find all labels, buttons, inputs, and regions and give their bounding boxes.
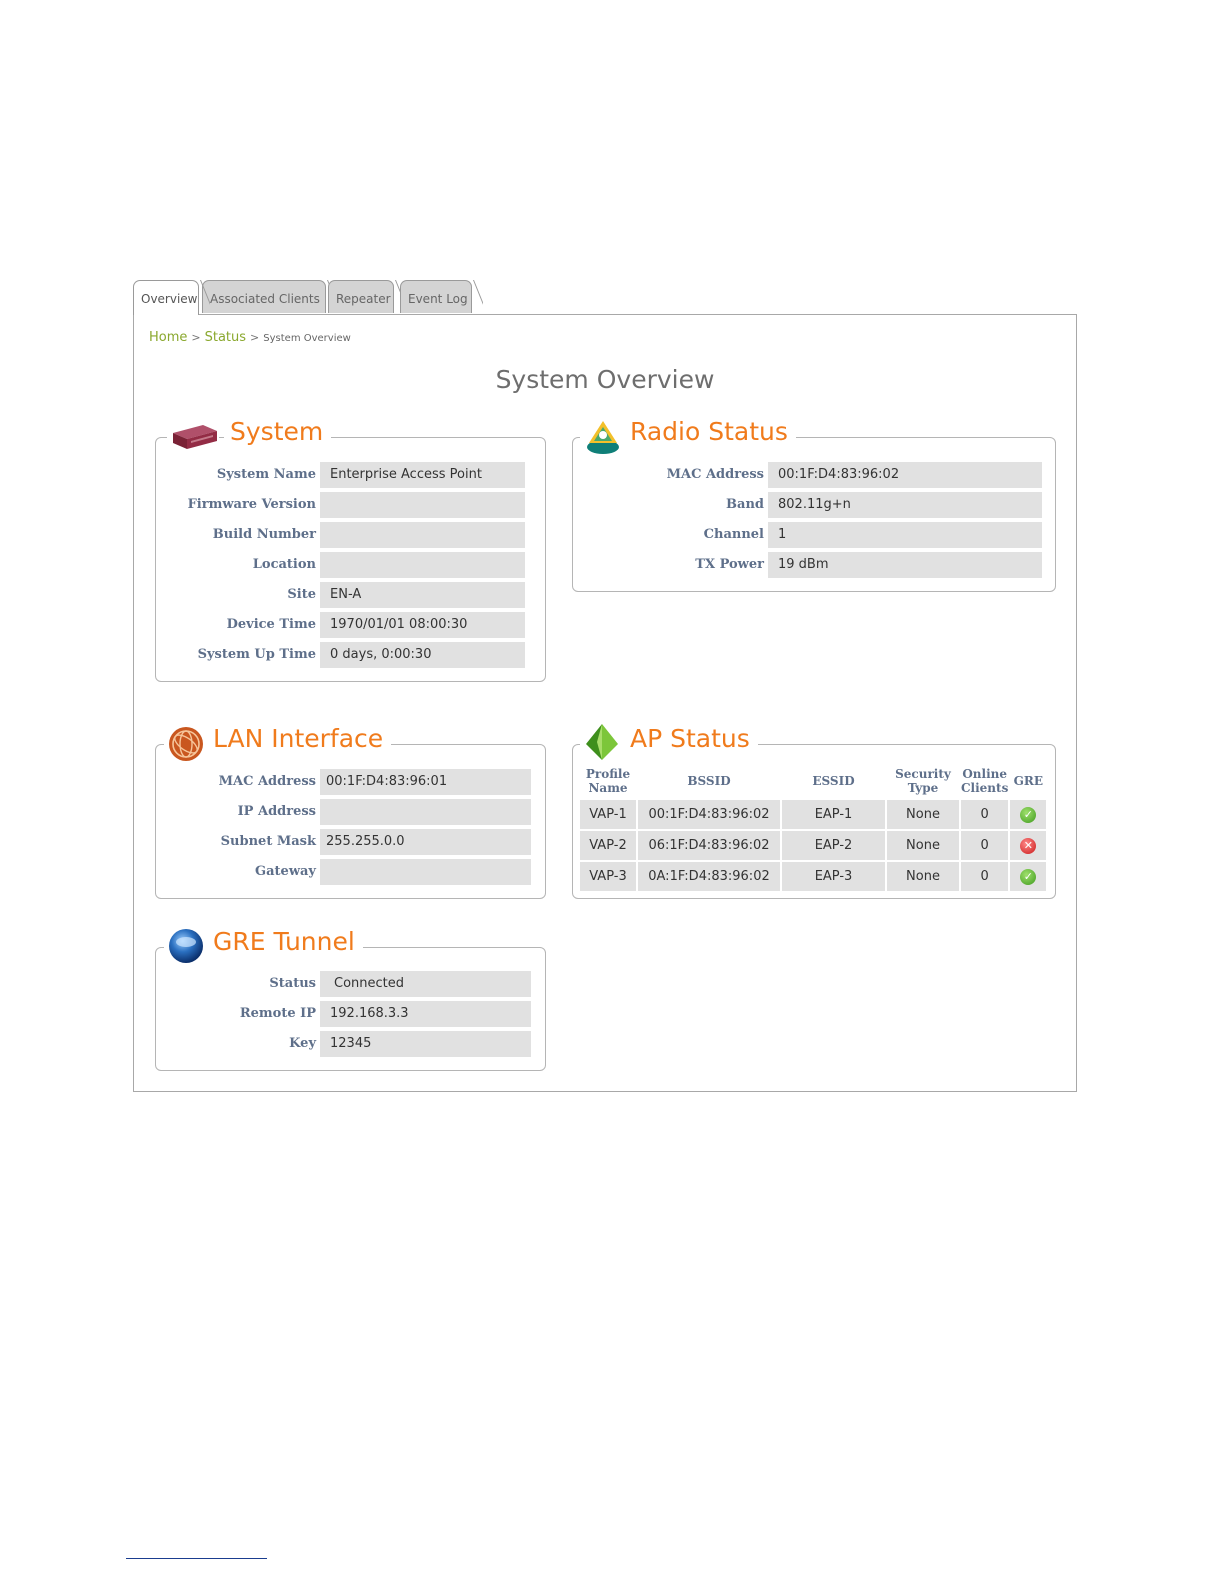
tab-associated-clients[interactable] <box>202 280 326 313</box>
tunnel-sphere-icon <box>164 925 210 967</box>
firmware-version-value <box>320 492 525 518</box>
remote-ip-value: 192.168.3.3 <box>320 1001 531 1027</box>
profile-cell: VAP-2 <box>580 831 636 860</box>
table-row <box>580 831 1046 860</box>
bssid-cell: 0A:1F:D4:83:96:02 <box>638 862 780 891</box>
breadcrumb-home-link[interactable]: Home <box>149 330 188 345</box>
field-label: MAC Address <box>666 467 764 482</box>
clients-cell: 0 <box>961 800 1008 829</box>
field-label: MAC Address <box>218 774 316 789</box>
col-bssid: BSSID <box>687 774 731 788</box>
bssid-cell: 06:1F:D4:83:96:02 <box>638 831 780 860</box>
table-header-row <box>580 764 1046 798</box>
band-value: 802.11g+n <box>768 492 1042 518</box>
ap-status-section-title: AP Status <box>624 724 758 754</box>
field-label: Location <box>252 557 316 572</box>
col-gre: GRE <box>1013 774 1044 788</box>
gre-cell <box>1010 831 1046 860</box>
header-text: Name <box>588 781 628 795</box>
ip-address-value <box>320 799 531 825</box>
pyramid-icon <box>580 720 626 764</box>
tab-repeater[interactable] <box>328 280 394 313</box>
tab-label: Associated Clients <box>210 292 320 306</box>
site-value: EN-A <box>320 582 525 608</box>
profile-cell: VAP-1 <box>580 800 636 829</box>
header-text: Type <box>907 781 939 795</box>
system-uptime-value: 0 days, 0:00:30 <box>320 642 525 668</box>
col-essid: ESSID <box>812 774 855 788</box>
tab-label: Repeater <box>336 292 391 306</box>
field-label: Gateway <box>255 864 316 879</box>
ap-status-table <box>578 762 1048 893</box>
gre-tunnel-section-title: GRE Tunnel <box>207 927 363 957</box>
footnote-divider <box>126 1558 267 1559</box>
header-text: Profile <box>585 767 631 781</box>
tab-label: Event Log <box>408 292 468 306</box>
device-time-value: 1970/01/01 08:00:30 <box>320 612 525 638</box>
clients-cell: 0 <box>961 831 1008 860</box>
security-cell: None <box>887 831 959 860</box>
tx-power-value: 19 dBm <box>768 552 1042 578</box>
clients-cell: 0 <box>961 862 1008 891</box>
tab-label: Overview <box>141 292 198 306</box>
lan-mac-value: 00:1F:D4:83:96:01 <box>320 769 531 795</box>
radio-status-section-title: Radio Status <box>624 417 796 447</box>
table-row <box>580 800 1046 829</box>
breadcrumb <box>149 330 351 345</box>
field-label: System Name <box>216 467 316 482</box>
key-value: 12345 <box>320 1031 531 1057</box>
system-name-value: Enterprise Access Point <box>320 462 525 488</box>
field-label: Subnet Mask <box>220 834 316 849</box>
network-globe-icon <box>164 722 210 764</box>
radio-mac-value: 00:1F:D4:83:96:02 <box>768 462 1042 488</box>
breadcrumb-separator: > <box>191 331 201 344</box>
gre-cell <box>1010 800 1046 829</box>
gre-cell <box>1010 862 1046 891</box>
security-cell: None <box>887 862 959 891</box>
breadcrumb-separator: > <box>250 331 260 344</box>
radio-antenna-icon <box>580 415 626 457</box>
field-label: Band <box>726 497 764 512</box>
build-number-value <box>320 522 525 548</box>
essid-cell: EAP-2 <box>782 831 885 860</box>
bssid-cell: 00:1F:D4:83:96:02 <box>638 800 780 829</box>
table-row <box>580 862 1046 891</box>
subnet-mask-value: 255.255.0.0 <box>320 829 531 855</box>
system-section-title: System <box>224 417 331 447</box>
header-text: Security <box>895 767 951 781</box>
field-label: Remote IP <box>239 1006 316 1021</box>
security-cell: None <box>887 800 959 829</box>
router-device-icon <box>167 417 219 457</box>
field-label: Key <box>289 1036 316 1051</box>
location-value <box>320 552 525 578</box>
check-icon: ✓ <box>1020 869 1036 885</box>
check-icon: ✓ <box>1020 807 1036 823</box>
field-label: System Up Time <box>197 647 316 662</box>
field-label: Firmware Version <box>187 497 316 512</box>
tab-event-log[interactable] <box>400 280 472 313</box>
gre-status-value: Connected <box>320 971 531 997</box>
breadcrumb-status-link[interactable]: Status <box>204 330 247 345</box>
gateway-value <box>320 859 531 885</box>
field-label: Status <box>269 976 316 991</box>
col-security-type <box>887 764 959 798</box>
field-label: Channel <box>703 527 764 542</box>
breadcrumb-current: System Overview <box>263 333 351 344</box>
field-label: Build Number <box>212 527 316 542</box>
tab-overview[interactable] <box>133 280 199 315</box>
field-label: TX Power <box>695 557 764 572</box>
profile-cell: VAP-3 <box>580 862 636 891</box>
field-label: IP Address <box>237 804 316 819</box>
error-x-icon: ✕ <box>1020 838 1036 854</box>
header-text: Clients <box>961 781 1009 795</box>
channel-value: 1 <box>768 522 1042 548</box>
field-label: Site <box>287 587 316 602</box>
header-text: Online <box>962 767 1007 781</box>
col-online-clients <box>961 764 1008 798</box>
lan-interface-section-title: LAN Interface <box>207 724 391 754</box>
col-profile-name <box>580 764 636 798</box>
page-title: System Overview <box>495 365 715 394</box>
essid-cell: EAP-1 <box>782 800 885 829</box>
essid-cell: EAP-3 <box>782 862 885 891</box>
field-label: Device Time <box>226 617 316 632</box>
